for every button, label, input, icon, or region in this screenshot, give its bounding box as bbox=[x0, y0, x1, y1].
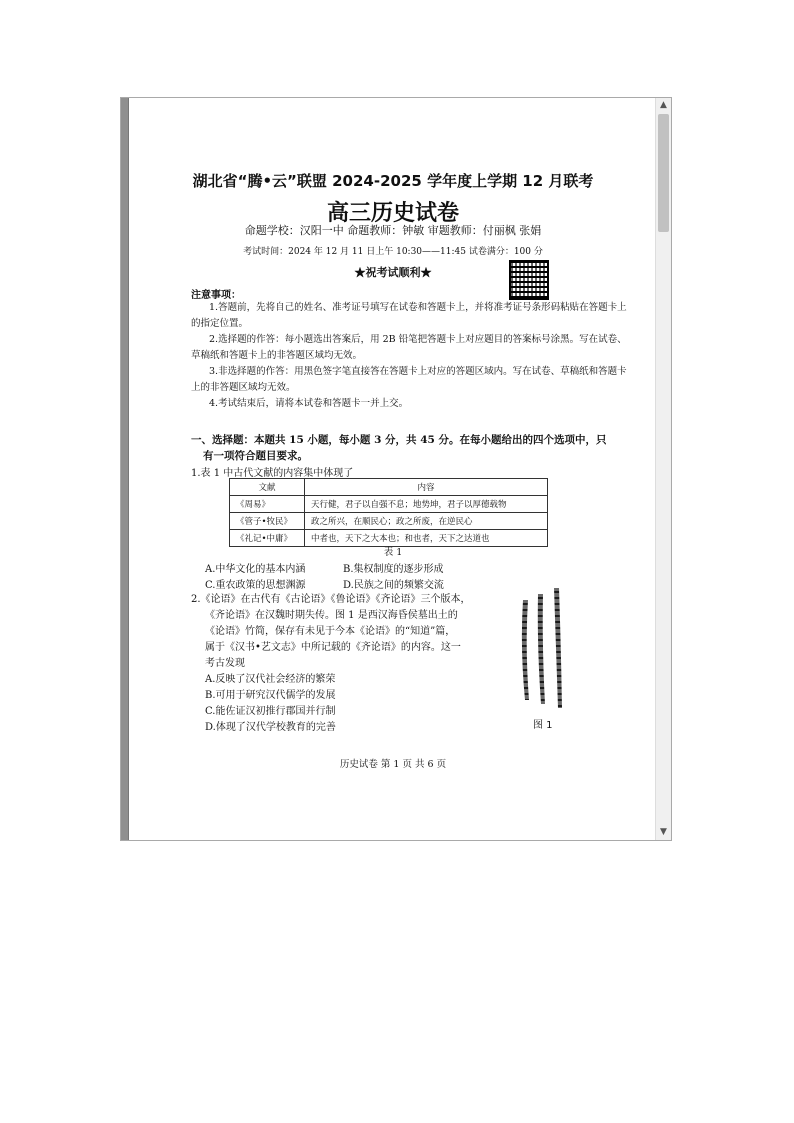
vertical-scrollbar[interactable] bbox=[655, 98, 671, 840]
option-d: D.民族之间的频繁交流 bbox=[343, 580, 444, 591]
option-c: C.能佐证汉初推行郡国并行制 bbox=[205, 706, 336, 717]
question-2-line: 属于《汉书•艺文志》中所记载的《齐论语》的内容。这一 bbox=[205, 642, 461, 653]
table-cell: 天行健，君子以自强不息；地势坤，君子以厚德载物 bbox=[305, 496, 548, 513]
page-footer: 历史试卷 第 1 页 共 6 页 bbox=[339, 759, 447, 770]
option-b: B.集权制度的逐步形成 bbox=[343, 564, 444, 575]
question-2-line: 《齐论语》在汉魏时期失传。图 1 是西汉海昏侯墓出土的 bbox=[205, 610, 458, 621]
question-2-line: 《论语》竹简，保存有未见于今本《论语》的“知道”篇， bbox=[205, 626, 456, 637]
note-item: 1.答题前，先将自己的姓名、准考证号填写在试卷和答题卡上，并将准考证号条形码粘贴在答题卡上的指定位置。 bbox=[191, 302, 627, 329]
question-2-line: 2.《论语》在古代有《古论语》《鲁论语》《齐论语》三个版本， bbox=[191, 594, 471, 605]
scroll-down-icon[interactable]: ▼ bbox=[660, 827, 667, 837]
qr-code-icon bbox=[509, 260, 549, 300]
question-1-stem: 1.表 1 中古代文献的内容集中体现了 bbox=[191, 468, 354, 479]
table-caption: 表 1 bbox=[383, 547, 403, 558]
table-cell: 中者也，天下之大本也；和也者，天下之达道也 bbox=[305, 530, 548, 547]
figure-caption: 图 1 bbox=[533, 720, 553, 731]
section-heading-line1: 一、选择题：本题共 15 小题，每小题 3 分，共 45 分。在每小题给出的四个选项中，只 bbox=[191, 434, 607, 446]
table-cell: 《周易》 bbox=[230, 496, 305, 513]
table-header: 内容 bbox=[305, 479, 548, 496]
question-1-table bbox=[229, 478, 548, 547]
exam-time: 考试时间：2024 年 12 月 11 日上午 10:30——11:45 试卷满分：100 分 bbox=[243, 247, 543, 257]
exam-page bbox=[128, 98, 658, 840]
question-1-options-row2 bbox=[205, 576, 481, 591]
table-row bbox=[230, 496, 548, 513]
option-c: C.重农政策的思想渊源 bbox=[205, 580, 306, 591]
table-cell: 《礼记•中庸》 bbox=[230, 530, 305, 547]
scroll-thumb[interactable] bbox=[658, 114, 669, 232]
section-heading bbox=[191, 432, 631, 464]
question-1-options-row1 bbox=[205, 560, 481, 575]
option-a: A.中华文化的基本内涵 bbox=[205, 564, 306, 575]
question-2-line: 考古发现 bbox=[205, 658, 245, 669]
option-b: B.可用于研究汉代儒学的发展 bbox=[205, 690, 336, 701]
notes-heading: 注意事项： bbox=[191, 290, 241, 301]
option-d: D.体现了汉代学校教育的完善 bbox=[205, 722, 336, 733]
notes-list bbox=[191, 300, 631, 412]
note-item: 3.非选择题的作答：用黑色签字笔直接答在答题卡上对应的答题区域内。写在试卷、草稿纸和答题卡上的非答题区域均无效。 bbox=[191, 366, 627, 393]
option-a: A.反映了汉代社会经济的繁荣 bbox=[205, 674, 336, 685]
exam-setters: 命题学校：汉阳一中 命题教师：钟敏 审题教师：付丽枫 张娟 bbox=[244, 224, 542, 237]
table-row bbox=[230, 513, 548, 530]
question-2 bbox=[191, 592, 491, 736]
note-item: 2.选择题的作答：每小题选出答案后，用 2B 铅笔把答题卡上对应题目的答案标号涂黑。写在试卷、草稿纸和答题卡上的非答题区域均无效。 bbox=[191, 334, 627, 361]
table-header: 文献 bbox=[230, 479, 305, 496]
table-cell: 政之所兴，在顺民心；政之所废，在逆民心 bbox=[305, 513, 548, 530]
note-item: 4.考试结束后，请将本试卷和答题卡一并上交。 bbox=[209, 398, 409, 409]
exam-subject: 高三历史试卷 bbox=[326, 201, 459, 226]
scroll-up-icon[interactable]: ▲ bbox=[660, 100, 667, 110]
document-viewer bbox=[120, 97, 672, 841]
bamboo-slips-image bbox=[517, 588, 569, 708]
exam-title: 湖北省“腾•云”联盟 2024-2025 学年度上学期 12 月联考 bbox=[192, 172, 594, 190]
table-cell: 《管子•牧民》 bbox=[230, 513, 305, 530]
exam-wish: ★祝考试顺利★ bbox=[354, 266, 432, 279]
section-heading-line2: 有一项符合题目要求。 bbox=[203, 450, 308, 462]
